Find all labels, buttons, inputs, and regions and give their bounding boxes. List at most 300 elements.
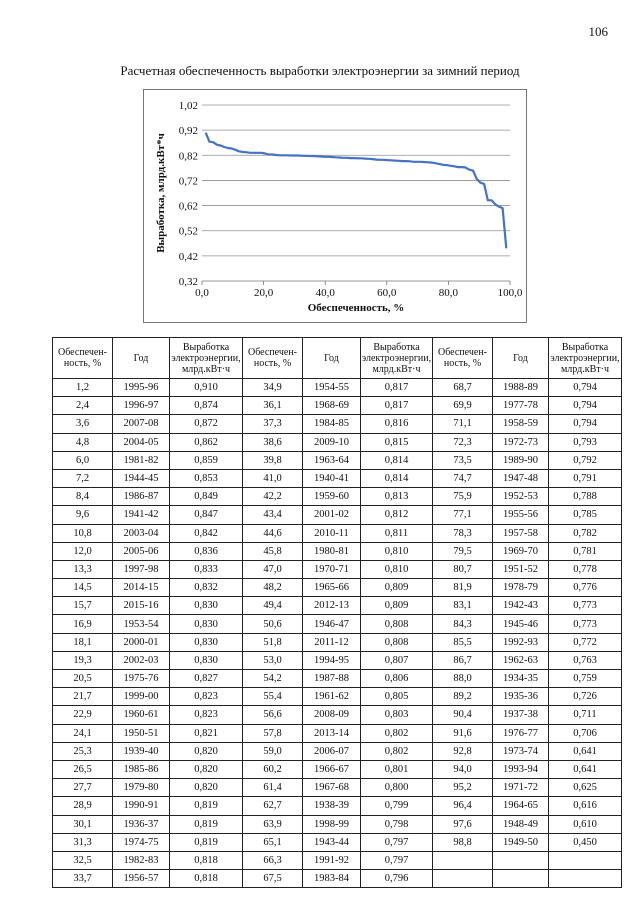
table-cell: 59,0 bbox=[243, 742, 303, 760]
table-cell: 0,773 bbox=[549, 597, 622, 615]
table-cell: 1949-50 bbox=[493, 833, 549, 851]
table-cell: 18,1 bbox=[53, 633, 113, 651]
table-cell: 0,816 bbox=[361, 415, 433, 433]
table-cell: 0,796 bbox=[361, 870, 433, 888]
table-cell: 1976-77 bbox=[493, 724, 549, 742]
table-cell: 1956-57 bbox=[113, 870, 170, 888]
table-cell: 67,5 bbox=[243, 870, 303, 888]
table-cell: 61,4 bbox=[243, 779, 303, 797]
table-cell: 1970-71 bbox=[303, 560, 361, 578]
table-cell: 1982-83 bbox=[113, 851, 170, 869]
table-cell: 2010-11 bbox=[303, 524, 361, 542]
table-cell: 30,1 bbox=[53, 815, 113, 833]
table-cell: 2005-06 bbox=[113, 542, 170, 560]
y-tick-label: 0,92 bbox=[178, 125, 198, 138]
table-cell: 0,711 bbox=[549, 706, 622, 724]
table-cell: 0,814 bbox=[361, 451, 433, 469]
table-cell: 1979-80 bbox=[113, 779, 170, 797]
table-cell: 1959-60 bbox=[303, 488, 361, 506]
table-row bbox=[53, 469, 622, 487]
table-cell: 0,797 bbox=[361, 851, 433, 869]
table-cell: 84,3 bbox=[433, 615, 493, 633]
x-tick-label: 60,0 bbox=[377, 287, 397, 299]
table-cell: 0,832 bbox=[170, 579, 243, 597]
table-cell: 1981-82 bbox=[113, 451, 170, 469]
x-tick-label: 40,0 bbox=[315, 287, 335, 299]
table-cell: 0,808 bbox=[361, 633, 433, 651]
table-cell: 0,814 bbox=[361, 469, 433, 487]
table-cell: 0,830 bbox=[170, 597, 243, 615]
table-cell: 0,827 bbox=[170, 670, 243, 688]
column-header: Выработка электроэнергии, млрд.кВт·ч bbox=[361, 338, 433, 379]
table-cell: 0,872 bbox=[170, 415, 243, 433]
table-cell: 12,0 bbox=[53, 542, 113, 560]
table-cell: 0,818 bbox=[170, 851, 243, 869]
table-row bbox=[53, 506, 622, 524]
table-cell: 1975-76 bbox=[113, 670, 170, 688]
table-cell: 0,805 bbox=[361, 688, 433, 706]
table-row bbox=[53, 524, 622, 542]
table-cell: 2004-05 bbox=[113, 433, 170, 451]
table-cell: 32,5 bbox=[53, 851, 113, 869]
y-axis-title: Выработка, млрд.кВт*ч bbox=[155, 133, 167, 253]
table-cell: 60,2 bbox=[243, 760, 303, 778]
table-cell: 3,6 bbox=[53, 415, 113, 433]
table-row bbox=[53, 560, 622, 578]
table-cell: 1947-48 bbox=[493, 469, 549, 487]
table-cell: 0,819 bbox=[170, 815, 243, 833]
table-cell: 0,809 bbox=[361, 597, 433, 615]
table-cell: 0,450 bbox=[549, 833, 622, 851]
table-cell: 0,773 bbox=[549, 615, 622, 633]
table-row bbox=[53, 597, 622, 615]
table-cell: 1974-75 bbox=[113, 833, 170, 851]
table-cell: 88,0 bbox=[433, 670, 493, 688]
table-row bbox=[53, 670, 622, 688]
table-row bbox=[53, 870, 622, 888]
table-cell: 1950-51 bbox=[113, 724, 170, 742]
table-cell: 50,6 bbox=[243, 615, 303, 633]
table-cell: 0,815 bbox=[361, 433, 433, 451]
table-cell: 71,1 bbox=[433, 415, 493, 433]
table-cell: 1943-44 bbox=[303, 833, 361, 851]
table-cell: 66,3 bbox=[243, 851, 303, 869]
table-cell: 79,5 bbox=[433, 542, 493, 560]
table-cell: 53,0 bbox=[243, 651, 303, 669]
table-cell: 0,726 bbox=[549, 688, 622, 706]
table-cell: 31,3 bbox=[53, 833, 113, 851]
table-cell: 94,0 bbox=[433, 760, 493, 778]
column-header: Год bbox=[303, 338, 361, 379]
table-cell: 0,788 bbox=[549, 488, 622, 506]
table-cell: 0,842 bbox=[170, 524, 243, 542]
table-cell: 2015-16 bbox=[113, 597, 170, 615]
table-cell: 4,8 bbox=[53, 433, 113, 451]
table-cell: 0,801 bbox=[361, 760, 433, 778]
table-cell: 1973-74 bbox=[493, 742, 549, 760]
table-cell: 0,853 bbox=[170, 469, 243, 487]
table-cell: 0,808 bbox=[361, 615, 433, 633]
table-cell: 1945-46 bbox=[493, 615, 549, 633]
table-cell: 48,2 bbox=[243, 579, 303, 597]
document-title: Расчетная обеспеченность выработки электроэнергии за зимний период bbox=[120, 63, 520, 78]
table-cell: 6,0 bbox=[53, 451, 113, 469]
table-cell: 0,616 bbox=[549, 797, 622, 815]
table-body bbox=[53, 379, 622, 888]
y-tick-label: 1,02 bbox=[178, 100, 198, 112]
y-tick-label: 0,62 bbox=[178, 200, 198, 213]
table-cell: 75,9 bbox=[433, 488, 493, 506]
table-cell bbox=[493, 870, 549, 888]
table-cell: 1954-55 bbox=[303, 379, 361, 397]
table-cell: 33,7 bbox=[53, 870, 113, 888]
table-cell: 96,4 bbox=[433, 797, 493, 815]
table-cell: 0,781 bbox=[549, 542, 622, 560]
y-tick-label: 0,72 bbox=[178, 175, 198, 188]
table-cell: 54,2 bbox=[243, 670, 303, 688]
table-cell: 0,813 bbox=[361, 488, 433, 506]
table-cell: 0,706 bbox=[549, 724, 622, 742]
table-row bbox=[53, 742, 622, 760]
table-cell: 24,1 bbox=[53, 724, 113, 742]
table-cell: 2013-14 bbox=[303, 724, 361, 742]
table-cell: 0,778 bbox=[549, 560, 622, 578]
table-cell: 0,823 bbox=[170, 706, 243, 724]
table-cell: 0,794 bbox=[549, 379, 622, 397]
table-cell: 7,2 bbox=[53, 469, 113, 487]
table-cell: 0,625 bbox=[549, 779, 622, 797]
table-cell: 65,1 bbox=[243, 833, 303, 851]
table-cell bbox=[433, 870, 493, 888]
table-cell: 91,6 bbox=[433, 724, 493, 742]
table-cell: 0,802 bbox=[361, 724, 433, 742]
table-cell: 0,641 bbox=[549, 742, 622, 760]
table-cell: 55,4 bbox=[243, 688, 303, 706]
column-header: Обеспечен-ность, % bbox=[53, 338, 113, 379]
chart-container bbox=[143, 89, 527, 323]
table-row bbox=[53, 779, 622, 797]
table-cell: 0,776 bbox=[549, 579, 622, 597]
table-cell: 1946-47 bbox=[303, 615, 361, 633]
table-cell: 0,793 bbox=[549, 433, 622, 451]
table-cell: 28,9 bbox=[53, 797, 113, 815]
table-cell bbox=[549, 870, 622, 888]
page-number: 106 bbox=[588, 24, 608, 39]
table-header-row bbox=[53, 338, 622, 379]
table-cell: 13,3 bbox=[53, 560, 113, 578]
table-cell: 1968-69 bbox=[303, 397, 361, 415]
table-cell: 1961-62 bbox=[303, 688, 361, 706]
table-cell: 0,910 bbox=[170, 379, 243, 397]
table-row bbox=[53, 542, 622, 560]
table-cell: 1994-95 bbox=[303, 651, 361, 669]
table-cell: 36,1 bbox=[243, 397, 303, 415]
table-cell: 1972-73 bbox=[493, 433, 549, 451]
table-cell: 0,819 bbox=[170, 833, 243, 851]
table-cell: 1987-88 bbox=[303, 670, 361, 688]
table-cell: 0,810 bbox=[361, 560, 433, 578]
table-cell: 2000-01 bbox=[113, 633, 170, 651]
table-cell: 2011-12 bbox=[303, 633, 361, 651]
table-cell: 69,9 bbox=[433, 397, 493, 415]
table-cell: 0,772 bbox=[549, 633, 622, 651]
table-cell: 77,1 bbox=[433, 506, 493, 524]
table-cell: 1936-37 bbox=[113, 815, 170, 833]
table-cell: 72,3 bbox=[433, 433, 493, 451]
table-cell: 43,4 bbox=[243, 506, 303, 524]
table-cell: 1997-98 bbox=[113, 560, 170, 578]
table-cell: 0,818 bbox=[170, 870, 243, 888]
table-cell: 51,8 bbox=[243, 633, 303, 651]
table-cell: 42,2 bbox=[243, 488, 303, 506]
table-cell: 2001-02 bbox=[303, 506, 361, 524]
table-cell: 98,8 bbox=[433, 833, 493, 851]
table-cell: 1992-93 bbox=[493, 633, 549, 651]
table-cell: 0,794 bbox=[549, 397, 622, 415]
table-cell: 1963-64 bbox=[303, 451, 361, 469]
table-cell: 74,7 bbox=[433, 469, 493, 487]
table-cell: 1955-56 bbox=[493, 506, 549, 524]
table-cell: 0,836 bbox=[170, 542, 243, 560]
table-cell: 1938-39 bbox=[303, 797, 361, 815]
table-row bbox=[53, 688, 622, 706]
table-cell: 0,833 bbox=[170, 560, 243, 578]
table-cell: 1965-66 bbox=[303, 579, 361, 597]
table-cell: 86,7 bbox=[433, 651, 493, 669]
x-tick-label: 100,0 bbox=[497, 287, 523, 299]
table-row bbox=[53, 488, 622, 506]
table-cell: 0,792 bbox=[549, 451, 622, 469]
table-cell: 34,9 bbox=[243, 379, 303, 397]
table-cell: 73,5 bbox=[433, 451, 493, 469]
table-cell: 1991-92 bbox=[303, 851, 361, 869]
table-cell bbox=[433, 851, 493, 869]
table-cell: 2003-04 bbox=[113, 524, 170, 542]
y-tick-label: 0,42 bbox=[178, 250, 198, 263]
table-cell: 0,811 bbox=[361, 524, 433, 542]
column-header: Год bbox=[493, 338, 549, 379]
table-cell: 14,5 bbox=[53, 579, 113, 597]
table-cell: 0,807 bbox=[361, 651, 433, 669]
y-tick-label: 0,82 bbox=[178, 150, 198, 163]
table-cell: 1951-52 bbox=[493, 560, 549, 578]
table-cell: 1966-67 bbox=[303, 760, 361, 778]
table-cell: 1967-68 bbox=[303, 779, 361, 797]
table-row bbox=[53, 379, 622, 397]
table-cell: 38,6 bbox=[243, 433, 303, 451]
y-tick-label: 0,52 bbox=[178, 225, 198, 238]
table-cell: 95,2 bbox=[433, 779, 493, 797]
table-cell: 1937-38 bbox=[493, 706, 549, 724]
table-cell: 1971-72 bbox=[493, 779, 549, 797]
table-cell: 0,849 bbox=[170, 488, 243, 506]
table-cell: 1948-49 bbox=[493, 815, 549, 833]
table-cell: 1998-99 bbox=[303, 815, 361, 833]
table-cell: 0,847 bbox=[170, 506, 243, 524]
table-cell: 83,1 bbox=[433, 597, 493, 615]
table-cell: 2002-03 bbox=[113, 651, 170, 669]
table-cell: 47,0 bbox=[243, 560, 303, 578]
data-table bbox=[52, 337, 622, 888]
table-cell: 2012-13 bbox=[303, 597, 361, 615]
x-axis-title: Обеспеченность, % bbox=[307, 302, 405, 314]
table-cell: 57,8 bbox=[243, 724, 303, 742]
table-cell: 63,9 bbox=[243, 815, 303, 833]
table-cell: 0,763 bbox=[549, 651, 622, 669]
x-tick-label: 0,0 bbox=[195, 287, 209, 299]
table-row bbox=[53, 633, 622, 651]
table-cell: 1958-59 bbox=[493, 415, 549, 433]
table-cell: 0,820 bbox=[170, 779, 243, 797]
table-cell: 80,7 bbox=[433, 560, 493, 578]
table-cell: 1960-61 bbox=[113, 706, 170, 724]
table-cell: 0,817 bbox=[361, 379, 433, 397]
table-row bbox=[53, 433, 622, 451]
table-cell: 1957-58 bbox=[493, 524, 549, 542]
table-cell: 0,830 bbox=[170, 651, 243, 669]
table-cell: 1942-43 bbox=[493, 597, 549, 615]
table-cell: 0,819 bbox=[170, 797, 243, 815]
table-cell: 1993-94 bbox=[493, 760, 549, 778]
column-header: Год bbox=[113, 338, 170, 379]
table-row bbox=[53, 451, 622, 469]
table-row bbox=[53, 760, 622, 778]
table-row bbox=[53, 397, 622, 415]
table-cell: 27,7 bbox=[53, 779, 113, 797]
table-cell: 1984-85 bbox=[303, 415, 361, 433]
column-header: Выработка электроэнергии, млрд.кВт·ч bbox=[549, 338, 622, 379]
table-cell: 1986-87 bbox=[113, 488, 170, 506]
table-cell: 20,5 bbox=[53, 670, 113, 688]
table-row bbox=[53, 415, 622, 433]
table-cell bbox=[493, 851, 549, 869]
table-cell: 1985-86 bbox=[113, 760, 170, 778]
table-cell: 0,823 bbox=[170, 688, 243, 706]
table-cell: 1989-90 bbox=[493, 451, 549, 469]
table-row bbox=[53, 797, 622, 815]
table-cell: 1996-97 bbox=[113, 397, 170, 415]
table-cell: 1978-79 bbox=[493, 579, 549, 597]
table-cell: 1980-81 bbox=[303, 542, 361, 560]
table-cell: 1988-89 bbox=[493, 379, 549, 397]
table-cell: 1969-70 bbox=[493, 542, 549, 560]
table-cell: 1941-42 bbox=[113, 506, 170, 524]
table-cell: 1944-45 bbox=[113, 469, 170, 487]
table-row bbox=[53, 615, 622, 633]
table-cell: 81,9 bbox=[433, 579, 493, 597]
table-cell: 92,8 bbox=[433, 742, 493, 760]
table-cell: 0,821 bbox=[170, 724, 243, 742]
table-row bbox=[53, 706, 622, 724]
table-row bbox=[53, 851, 622, 869]
table-cell: 2014-15 bbox=[113, 579, 170, 597]
table-cell: 16,9 bbox=[53, 615, 113, 633]
column-header: Обеспечен-ность, % bbox=[243, 338, 303, 379]
table-cell: 1999-00 bbox=[113, 688, 170, 706]
table-cell: 8,4 bbox=[53, 488, 113, 506]
table-cell: 0,641 bbox=[549, 760, 622, 778]
table-cell: 2007-08 bbox=[113, 415, 170, 433]
x-tick-label: 80,0 bbox=[438, 287, 459, 299]
table-row bbox=[53, 579, 622, 597]
table-cell: 10,8 bbox=[53, 524, 113, 542]
table-cell: 39,8 bbox=[243, 451, 303, 469]
table-cell: 0,820 bbox=[170, 742, 243, 760]
table-cell: 97,6 bbox=[433, 815, 493, 833]
table-cell: 0,806 bbox=[361, 670, 433, 688]
column-header: Обеспечен-ность, % bbox=[433, 338, 493, 379]
table-cell: 0,809 bbox=[361, 579, 433, 597]
table-cell: 0,820 bbox=[170, 760, 243, 778]
table-cell: 37,3 bbox=[243, 415, 303, 433]
table-cell: 45,8 bbox=[243, 542, 303, 560]
table-cell: 1962-63 bbox=[493, 651, 549, 669]
table-cell: 0,791 bbox=[549, 469, 622, 487]
energy-chart bbox=[144, 90, 528, 324]
table-cell: 0,862 bbox=[170, 433, 243, 451]
table-row bbox=[53, 724, 622, 742]
table-cell: 2009-10 bbox=[303, 433, 361, 451]
table-cell: 1977-78 bbox=[493, 397, 549, 415]
table-cell: 1939-40 bbox=[113, 742, 170, 760]
table-cell: 62,7 bbox=[243, 797, 303, 815]
table-cell: 0,794 bbox=[549, 415, 622, 433]
table-cell: 56,6 bbox=[243, 706, 303, 724]
table-cell: 1952-53 bbox=[493, 488, 549, 506]
table-cell: 90,4 bbox=[433, 706, 493, 724]
table-cell: 1935-36 bbox=[493, 688, 549, 706]
table-cell: 1990-91 bbox=[113, 797, 170, 815]
table-cell: 25,3 bbox=[53, 742, 113, 760]
table-cell: 0,812 bbox=[361, 506, 433, 524]
table-cell: 21,7 bbox=[53, 688, 113, 706]
table-cell: 0,759 bbox=[549, 670, 622, 688]
table-cell: 44,6 bbox=[243, 524, 303, 542]
table-cell: 0,610 bbox=[549, 815, 622, 833]
table-cell: 0,797 bbox=[361, 833, 433, 851]
table-row bbox=[53, 815, 622, 833]
table-cell: 1995-96 bbox=[113, 379, 170, 397]
table-cell: 0,803 bbox=[361, 706, 433, 724]
table-row bbox=[53, 833, 622, 851]
table-row bbox=[53, 651, 622, 669]
table-cell: 0,785 bbox=[549, 506, 622, 524]
x-tick-label: 20,0 bbox=[253, 287, 274, 299]
table-cell: 41,0 bbox=[243, 469, 303, 487]
table-cell: 85,5 bbox=[433, 633, 493, 651]
table-cell: 89,2 bbox=[433, 688, 493, 706]
table-cell: 49,4 bbox=[243, 597, 303, 615]
table-cell: 26,5 bbox=[53, 760, 113, 778]
table-cell: 0,802 bbox=[361, 742, 433, 760]
table-cell: 78,3 bbox=[433, 524, 493, 542]
table-cell: 15,7 bbox=[53, 597, 113, 615]
table-cell: 9,6 bbox=[53, 506, 113, 524]
table-cell: 0,874 bbox=[170, 397, 243, 415]
table-cell bbox=[549, 851, 622, 869]
table-cell: 22,9 bbox=[53, 706, 113, 724]
table-cell: 19,3 bbox=[53, 651, 113, 669]
table-cell: 1,2 bbox=[53, 379, 113, 397]
table-cell: 1964-65 bbox=[493, 797, 549, 815]
table-cell: 2,4 bbox=[53, 397, 113, 415]
table-cell: 1983-84 bbox=[303, 870, 361, 888]
table-cell: 0,798 bbox=[361, 815, 433, 833]
table-cell: 0,810 bbox=[361, 542, 433, 560]
table-cell: 2008-09 bbox=[303, 706, 361, 724]
table-cell: 1940-41 bbox=[303, 469, 361, 487]
table-cell: 0,830 bbox=[170, 615, 243, 633]
